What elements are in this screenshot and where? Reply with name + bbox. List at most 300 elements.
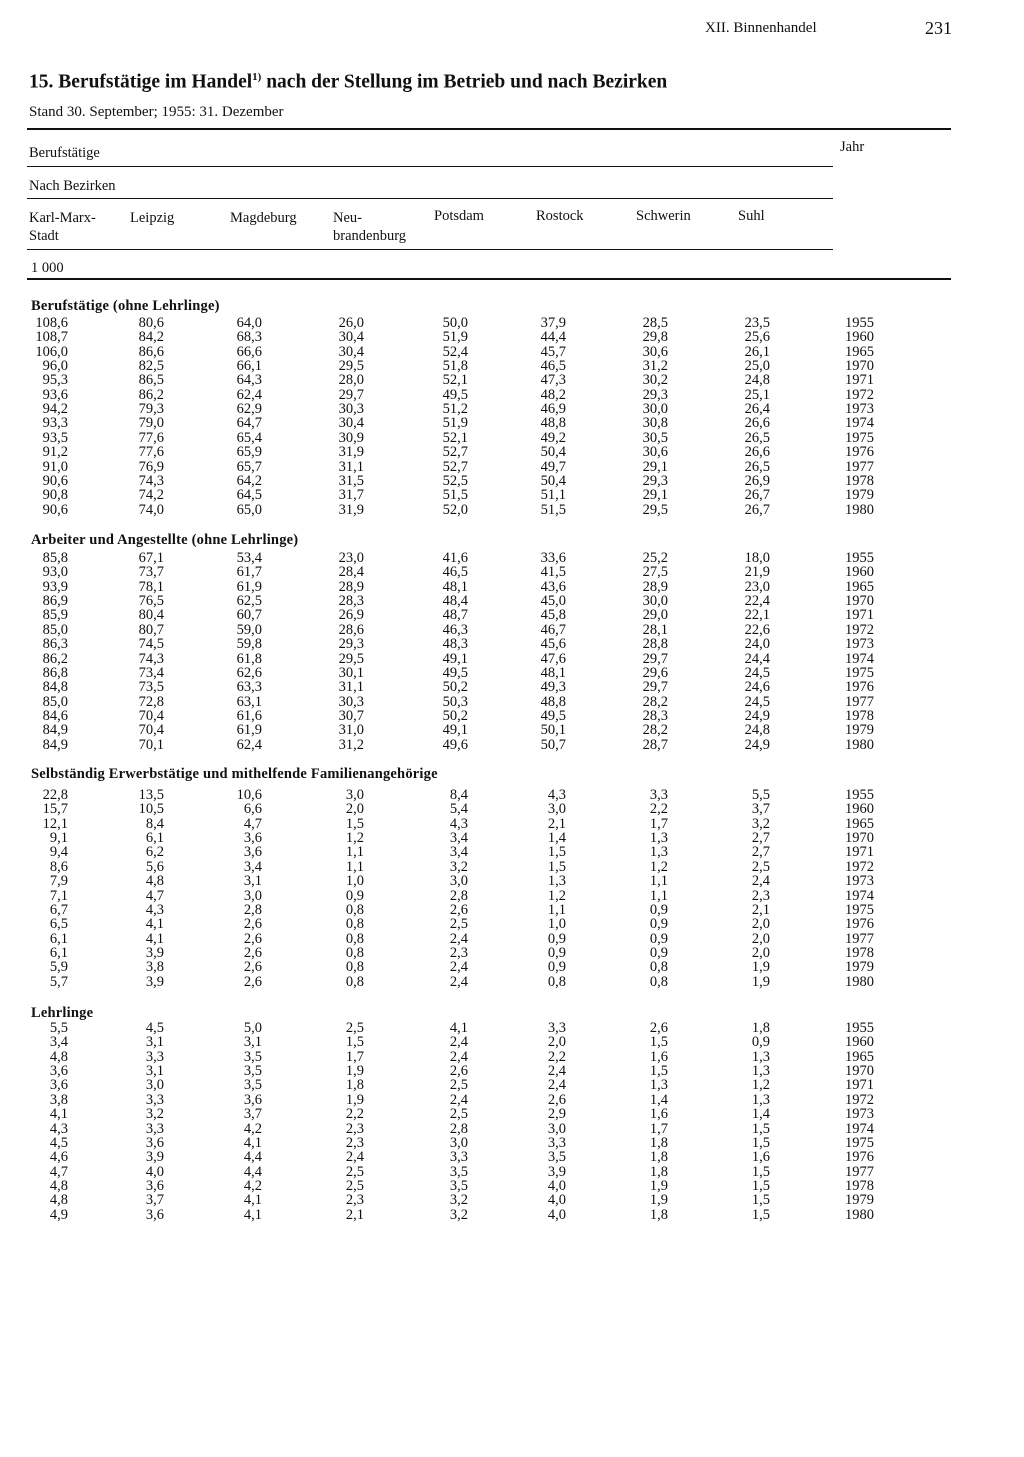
table-cell-pots: 2,5	[449, 916, 468, 933]
table-cell-pots: 2,6	[449, 901, 468, 918]
header-berufstaetige: Berufstätige	[29, 145, 100, 161]
table-cell-leip: 80,6	[138, 315, 164, 331]
table-cell-pots: 51,5	[442, 487, 468, 504]
table-cell-magd: 62,9	[236, 401, 262, 418]
table-cell-leip: 82,5	[138, 358, 164, 375]
row-year: 1975	[845, 429, 874, 446]
row-year: 1979	[845, 1192, 874, 1209]
table-cell-magd: 6,6	[243, 801, 262, 818]
row-year: 1973	[845, 636, 874, 653]
table-cell-neub: 28,0	[338, 372, 364, 389]
table-cell-karl: 3,8	[49, 1091, 68, 1108]
table-cell-pots: 3,5	[449, 1163, 468, 1180]
table-cell-karl: 9,1	[49, 830, 68, 846]
row-year: 1975	[845, 901, 874, 918]
table-cell-suhl: 1,5	[751, 1206, 770, 1223]
table-cell-karl: 84,9	[42, 736, 68, 753]
table-cell-karl: 4,7	[49, 1163, 68, 1180]
table-cell-magd: 65,9	[236, 444, 262, 461]
table-cell-neub: 2,4	[345, 1149, 364, 1166]
table-cell-leip: 74,3	[138, 650, 164, 667]
table-cell-karl: 86,9	[42, 593, 68, 609]
column-header-suhl: Suhl	[738, 208, 765, 224]
table-cell-leip: 3,7	[145, 1192, 164, 1209]
row-year: 1974	[845, 415, 874, 432]
table-cell-rost: 48,8	[540, 415, 566, 432]
row-year: 1955	[845, 315, 874, 331]
table-cell-karl: 90,6	[42, 501, 68, 518]
row-year: 1978	[845, 472, 874, 489]
row-year: 1965	[845, 343, 874, 360]
table-cell-schw: 1,3	[649, 1077, 668, 1094]
table-cell-neub: 31,7	[338, 487, 364, 504]
table-cell-leip: 6,2	[145, 844, 164, 861]
table-cell-suhl: 1,9	[751, 959, 770, 976]
table-cell-neub: 2,3	[345, 1120, 364, 1137]
table-cell-schw: 29,1	[642, 487, 668, 504]
table-cell-leip: 4,5	[145, 1020, 164, 1036]
row-year: 1973	[845, 1106, 874, 1123]
table-cell-neub: 1,9	[345, 1063, 364, 1079]
table-cell-suhl: 2,5	[751, 858, 770, 875]
table-cell-pots: 49,1	[442, 722, 468, 739]
table-cell-schw: 25,2	[642, 550, 668, 566]
table-cell-leip: 79,0	[138, 415, 164, 432]
table-cell-leip: 3,6	[145, 1177, 164, 1194]
table-cell-suhl: 2,1	[751, 901, 770, 918]
table-cell-magd: 3,6	[243, 844, 262, 861]
row-year: 1977	[845, 693, 874, 710]
row-year: 1973	[845, 401, 874, 418]
section-title-berufstaetige: Berufstätige (ohne Lehrlinge)	[31, 298, 220, 314]
table-cell-neub: 2,5	[345, 1020, 364, 1036]
table-cell-suhl: 26,6	[744, 444, 770, 461]
table-cell-leip: 77,6	[138, 429, 164, 446]
table-cell-magd: 4,1	[243, 1134, 262, 1151]
table-cell-schw: 30,2	[642, 372, 668, 389]
table-cell-schw: 1,7	[649, 1120, 668, 1137]
table-cell-karl: 86,2	[42, 650, 68, 667]
row-year: 1980	[845, 501, 874, 518]
table-cell-schw: 29,6	[642, 664, 668, 681]
table-cell-magd: 3,5	[243, 1063, 262, 1079]
row-year: 1979	[845, 959, 874, 976]
table-cell-pots: 49,5	[442, 386, 468, 403]
table-cell-rost: 2,4	[547, 1077, 566, 1094]
table-cell-neub: 29,5	[338, 650, 364, 667]
table-cell-neub: 30,4	[338, 343, 364, 360]
table-cell-rost: 0,8	[547, 973, 566, 990]
row-year: 1979	[845, 487, 874, 504]
table-cell-rost: 45,0	[540, 593, 566, 609]
row-year: 1970	[845, 1063, 874, 1079]
table-cell-neub: 1,9	[345, 1091, 364, 1108]
table-cell-suhl: 2,4	[751, 873, 770, 890]
table-cell-karl: 96,0	[42, 358, 68, 375]
table-cell-suhl: 1,5	[751, 1177, 770, 1194]
row-year: 1960	[845, 801, 874, 818]
table-cell-neub: 0,8	[345, 973, 364, 990]
table-cell-suhl: 1,3	[751, 1091, 770, 1108]
table-cell-rost: 1,1	[547, 901, 566, 918]
table-cell-leip: 3,3	[145, 1091, 164, 1108]
table-cell-karl: 84,6	[42, 707, 68, 724]
table-cell-pots: 2,4	[449, 1034, 468, 1051]
table-cell-leip: 67,1	[138, 550, 164, 566]
table-cell-neub: 31,0	[338, 722, 364, 739]
table-cell-schw: 30,6	[642, 343, 668, 360]
table-cell-leip: 73,4	[138, 664, 164, 681]
table-cell-rost: 1,5	[547, 858, 566, 875]
row-year: 1960	[845, 564, 874, 581]
row-year: 1970	[845, 593, 874, 609]
table-title-rest: nach der Stellung im Betrieb und nach Bezirken	[261, 71, 668, 93]
table-cell-rost: 45,6	[540, 636, 566, 653]
row-year: 1971	[845, 607, 874, 624]
table-cell-suhl: 24,9	[744, 707, 770, 724]
table-cell-neub: 30,9	[338, 429, 364, 446]
table-cell-schw: 1,8	[649, 1163, 668, 1180]
table-subtitle: Stand 30. September; 1955: 31. Dezember	[29, 104, 284, 120]
table-cell-neub: 0,8	[345, 959, 364, 976]
table-cell-pots: 3,2	[449, 1206, 468, 1223]
column-header-neubrandenburg: Neu- brandenburg	[333, 210, 407, 244]
table-cell-magd: 65,7	[236, 458, 262, 475]
table-cell-rost: 1,3	[547, 873, 566, 890]
table-cell-magd: 64,3	[236, 372, 262, 389]
table-cell-rost: 49,5	[540, 707, 566, 724]
table-cell-schw: 0,9	[649, 944, 668, 961]
table-cell-pots: 2,4	[449, 930, 468, 947]
row-year: 1976	[845, 444, 874, 461]
table-cell-rost: 48,1	[540, 664, 566, 681]
table-cell-rost: 1,4	[547, 830, 566, 846]
table-cell-suhl: 24,6	[744, 679, 770, 696]
column-header-potsdam: Potsdam	[434, 208, 484, 224]
table-cell-pots: 49,6	[442, 736, 468, 753]
table-cell-karl: 3,4	[49, 1034, 68, 1051]
table-cell-suhl: 24,5	[744, 693, 770, 710]
table-cell-pots: 52,0	[442, 501, 468, 518]
table-cell-neub: 28,9	[338, 578, 364, 595]
header-nach-bezirken: Nach Bezirken	[29, 178, 116, 194]
table-cell-magd: 4,2	[243, 1177, 262, 1194]
table-cell-karl: 12,1	[42, 815, 68, 832]
table-cell-magd: 59,0	[236, 621, 262, 638]
table-cell-schw: 30,0	[642, 593, 668, 609]
table-cell-karl: 85,0	[42, 693, 68, 710]
table-cell-neub: 1,1	[345, 844, 364, 861]
table-cell-leip: 3,8	[145, 959, 164, 976]
table-cell-neub: 2,0	[345, 801, 364, 818]
table-cell-pots: 52,7	[442, 458, 468, 475]
table-cell-schw: 28,2	[642, 693, 668, 710]
table-cell-leip: 3,0	[145, 1077, 164, 1094]
table-cell-karl: 4,3	[49, 1120, 68, 1137]
table-cell-schw: 1,2	[649, 858, 668, 875]
section-title-lehrlinge: Lehrlinge	[31, 1005, 94, 1021]
row-year: 1972	[845, 858, 874, 875]
table-cell-suhl: 24,4	[744, 650, 770, 667]
table-cell-karl: 86,8	[42, 664, 68, 681]
table-cell-neub: 30,7	[338, 707, 364, 724]
table-cell-rost: 51,5	[540, 501, 566, 518]
row-year: 1971	[845, 1077, 874, 1094]
table-cell-pots: 4,1	[449, 1020, 468, 1036]
table-cell-leip: 80,4	[138, 607, 164, 624]
table-cell-magd: 4,2	[243, 1120, 262, 1137]
row-year: 1977	[845, 458, 874, 475]
table-cell-pots: 8,4	[449, 787, 468, 803]
table-cell-rost: 1,5	[547, 844, 566, 861]
table-cell-rost: 46,9	[540, 401, 566, 418]
table-cell-schw: 2,6	[649, 1020, 668, 1036]
table-cell-rost: 41,5	[540, 564, 566, 581]
table-cell-schw: 29,1	[642, 458, 668, 475]
table-cell-leip: 6,1	[145, 830, 164, 846]
table-cell-schw: 0,9	[649, 930, 668, 947]
table-cell-suhl: 1,5	[751, 1163, 770, 1180]
table-cell-rost: 48,8	[540, 693, 566, 710]
table-cell-neub: 31,5	[338, 472, 364, 489]
table-cell-pots: 3,2	[449, 1192, 468, 1209]
table-cell-rost: 33,6	[540, 550, 566, 566]
table-cell-pots: 48,1	[442, 578, 468, 595]
table-cell-rost: 43,6	[540, 578, 566, 595]
table-cell-pots: 52,1	[442, 429, 468, 446]
table-cell-leip: 3,9	[145, 1149, 164, 1166]
table-cell-suhl: 3,7	[751, 801, 770, 818]
table-cell-leip: 4,3	[145, 901, 164, 918]
table-cell-schw: 1,1	[649, 873, 668, 890]
table-cell-pots: 51,8	[442, 358, 468, 375]
column-header-magdeburg: Magdeburg	[230, 210, 297, 226]
row-year: 1977	[845, 1163, 874, 1180]
table-cell-magd: 60,7	[236, 607, 262, 624]
table-cell-suhl: 1,5	[751, 1120, 770, 1137]
table-cell-magd: 5,0	[243, 1020, 262, 1036]
table-cell-karl: 85,9	[42, 607, 68, 624]
row-year: 1965	[845, 578, 874, 595]
table-cell-rost: 49,2	[540, 429, 566, 446]
table-cell-magd: 62,4	[236, 736, 262, 753]
table-cell-magd: 2,6	[243, 973, 262, 990]
table-cell-karl: 8,6	[49, 858, 68, 875]
row-year: 1955	[845, 550, 874, 566]
table-cell-neub: 30,3	[338, 693, 364, 710]
table-cell-karl: 90,8	[42, 487, 68, 504]
table-cell-neub: 29,5	[338, 358, 364, 375]
table-cell-suhl: 24,5	[744, 664, 770, 681]
table-cell-rost: 1,2	[547, 887, 566, 904]
table-cell-suhl: 26,9	[744, 472, 770, 489]
table-cell-pots: 2,4	[449, 1091, 468, 1108]
table-cell-karl: 5,9	[49, 959, 68, 976]
table-cell-karl: 4,8	[49, 1048, 68, 1065]
table-cell-schw: 29,3	[642, 472, 668, 489]
table-cell-schw: 29,7	[642, 650, 668, 667]
table-cell-karl: 93,9	[42, 578, 68, 595]
table-cell-schw: 1,8	[649, 1134, 668, 1151]
table-cell-suhl: 1,3	[751, 1048, 770, 1065]
table-cell-suhl: 26,7	[744, 501, 770, 518]
table-cell-leip: 4,1	[145, 916, 164, 933]
table-cell-rost: 3,3	[547, 1020, 566, 1036]
table-cell-neub: 0,8	[345, 930, 364, 947]
table-cell-karl: 93,0	[42, 564, 68, 581]
table-cell-neub: 28,4	[338, 564, 364, 581]
row-year: 1978	[845, 1177, 874, 1194]
table-cell-neub: 3,0	[345, 787, 364, 803]
table-cell-schw: 1,8	[649, 1149, 668, 1166]
table-cell-neub: 1,2	[345, 830, 364, 846]
table-cell-magd: 53,4	[236, 550, 262, 566]
table-cell-rost: 46,5	[540, 358, 566, 375]
table-cell-neub: 31,2	[338, 736, 364, 753]
table-cell-rost: 47,3	[540, 372, 566, 389]
table-cell-neub: 2,5	[345, 1163, 364, 1180]
table-cell-suhl: 2,0	[751, 930, 770, 947]
table-cell-neub: 1,7	[345, 1048, 364, 1065]
table-cell-karl: 108,6	[35, 315, 68, 331]
table-cell-karl: 85,8	[42, 550, 68, 566]
table-cell-karl: 4,6	[49, 1149, 68, 1166]
table-cell-neub: 2,2	[345, 1106, 364, 1123]
table-cell-karl: 90,6	[42, 472, 68, 489]
table-cell-neub: 31,1	[338, 679, 364, 696]
table-cell-magd: 2,6	[243, 959, 262, 976]
table-cell-neub: 26,0	[338, 315, 364, 331]
table-cell-karl: 91,0	[42, 458, 68, 475]
table-cell-pots: 51,9	[442, 415, 468, 432]
table-cell-magd: 68,3	[236, 329, 262, 346]
table-cell-magd: 61,9	[236, 578, 262, 595]
table-cell-karl: 93,3	[42, 415, 68, 432]
table-cell-rost: 1,0	[547, 916, 566, 933]
table-cell-schw: 1,8	[649, 1206, 668, 1223]
table-cell-leip: 72,8	[138, 693, 164, 710]
table-cell-leip: 73,5	[138, 679, 164, 696]
table-cell-pots: 41,6	[442, 550, 468, 566]
table-cell-karl: 6,1	[49, 930, 68, 947]
table-cell-magd: 4,7	[243, 815, 262, 832]
row-year: 1970	[845, 830, 874, 846]
table-cell-magd: 3,1	[243, 873, 262, 890]
table-cell-schw: 29,5	[642, 501, 668, 518]
table-cell-magd: 63,3	[236, 679, 262, 696]
table-cell-rost: 50,4	[540, 444, 566, 461]
table-cell-neub: 30,3	[338, 401, 364, 418]
table-cell-neub: 1,0	[345, 873, 364, 890]
table-cell-rost: 49,3	[540, 679, 566, 696]
column-header-karl-marx-stadt: Karl-Marx- Stadt	[29, 210, 96, 244]
table-cell-leip: 5,6	[145, 858, 164, 875]
table-cell-magd: 3,5	[243, 1077, 262, 1094]
table-cell-rost: 4,0	[547, 1177, 566, 1194]
table-cell-magd: 64,7	[236, 415, 262, 432]
table-cell-suhl: 25,1	[744, 386, 770, 403]
table-cell-neub: 30,1	[338, 664, 364, 681]
section-title-arbeiter-angestellte: Arbeiter und Angestellte (ohne Lehrlinge)	[31, 532, 299, 548]
table-title	[29, 71, 667, 94]
table-cell-leip: 4,8	[145, 873, 164, 890]
table-cell-suhl: 2,0	[751, 944, 770, 961]
table-cell-karl: 84,9	[42, 722, 68, 739]
table-cell-rost: 2,1	[547, 815, 566, 832]
table-cell-pots: 50,3	[442, 693, 468, 710]
row-year: 1972	[845, 386, 874, 403]
table-cell-karl: 94,2	[42, 401, 68, 418]
row-year: 1979	[845, 722, 874, 739]
table-cell-pots: 51,2	[442, 401, 468, 418]
row-year: 1965	[845, 1048, 874, 1065]
table-cell-karl: 84,8	[42, 679, 68, 696]
table-cell-schw: 28,9	[642, 578, 668, 595]
table-cell-rost: 3,0	[547, 801, 566, 818]
table-cell-karl: 93,5	[42, 429, 68, 446]
table-cell-karl: 106,0	[35, 343, 68, 360]
running-head: XII. Binnenhandel	[705, 20, 817, 36]
table-cell-rost: 48,2	[540, 386, 566, 403]
table-cell-leip: 74,0	[138, 501, 164, 518]
table-cell-rost: 50,1	[540, 722, 566, 739]
table-cell-karl: 4,1	[49, 1106, 68, 1123]
table-cell-leip: 4,7	[145, 887, 164, 904]
table-cell-suhl: 25,0	[744, 358, 770, 375]
row-year: 1980	[845, 973, 874, 990]
table-cell-magd: 3,0	[243, 887, 262, 904]
table-cell-magd: 61,6	[236, 707, 262, 724]
table-cell-magd: 3,7	[243, 1106, 262, 1123]
table-cell-leip: 3,1	[145, 1063, 164, 1079]
table-cell-leip: 70,4	[138, 707, 164, 724]
table-cell-neub: 30,4	[338, 415, 364, 432]
table-cell-suhl: 18,0	[744, 550, 770, 566]
table-cell-magd: 64,0	[236, 315, 262, 331]
table-cell-leip: 86,2	[138, 386, 164, 403]
table-cell-neub: 31,1	[338, 458, 364, 475]
table-cell-schw: 28,5	[642, 315, 668, 331]
table-cell-leip: 86,5	[138, 372, 164, 389]
table-cell-schw: 31,2	[642, 358, 668, 375]
row-year: 1975	[845, 664, 874, 681]
table-cell-rost: 3,9	[547, 1163, 566, 1180]
table-cell-rost: 0,9	[547, 944, 566, 961]
table-cell-schw: 27,5	[642, 564, 668, 581]
row-year: 1960	[845, 329, 874, 346]
page-number: 231	[925, 18, 952, 38]
table-cell-neub: 1,1	[345, 858, 364, 875]
rule-header-2	[27, 198, 833, 199]
table-cell-leip: 73,7	[138, 564, 164, 581]
table-cell-schw: 30,6	[642, 444, 668, 461]
table-cell-rost: 49,7	[540, 458, 566, 475]
table-cell-schw: 28,1	[642, 621, 668, 638]
table-cell-neub: 2,3	[345, 1134, 364, 1151]
table-cell-suhl: 1,9	[751, 973, 770, 990]
table-cell-karl: 91,2	[42, 444, 68, 461]
table-cell-karl: 7,9	[49, 873, 68, 890]
table-cell-suhl: 24,9	[744, 736, 770, 753]
table-cell-schw: 1,9	[649, 1177, 668, 1194]
table-cell-magd: 4,4	[243, 1149, 262, 1166]
table-cell-pots: 52,1	[442, 372, 468, 389]
table-cell-leip: 79,3	[138, 401, 164, 418]
table-cell-neub: 2,1	[345, 1206, 364, 1223]
table-cell-neub: 28,3	[338, 593, 364, 609]
table-cell-karl: 22,8	[42, 787, 68, 803]
table-cell-suhl: 26,4	[744, 401, 770, 418]
